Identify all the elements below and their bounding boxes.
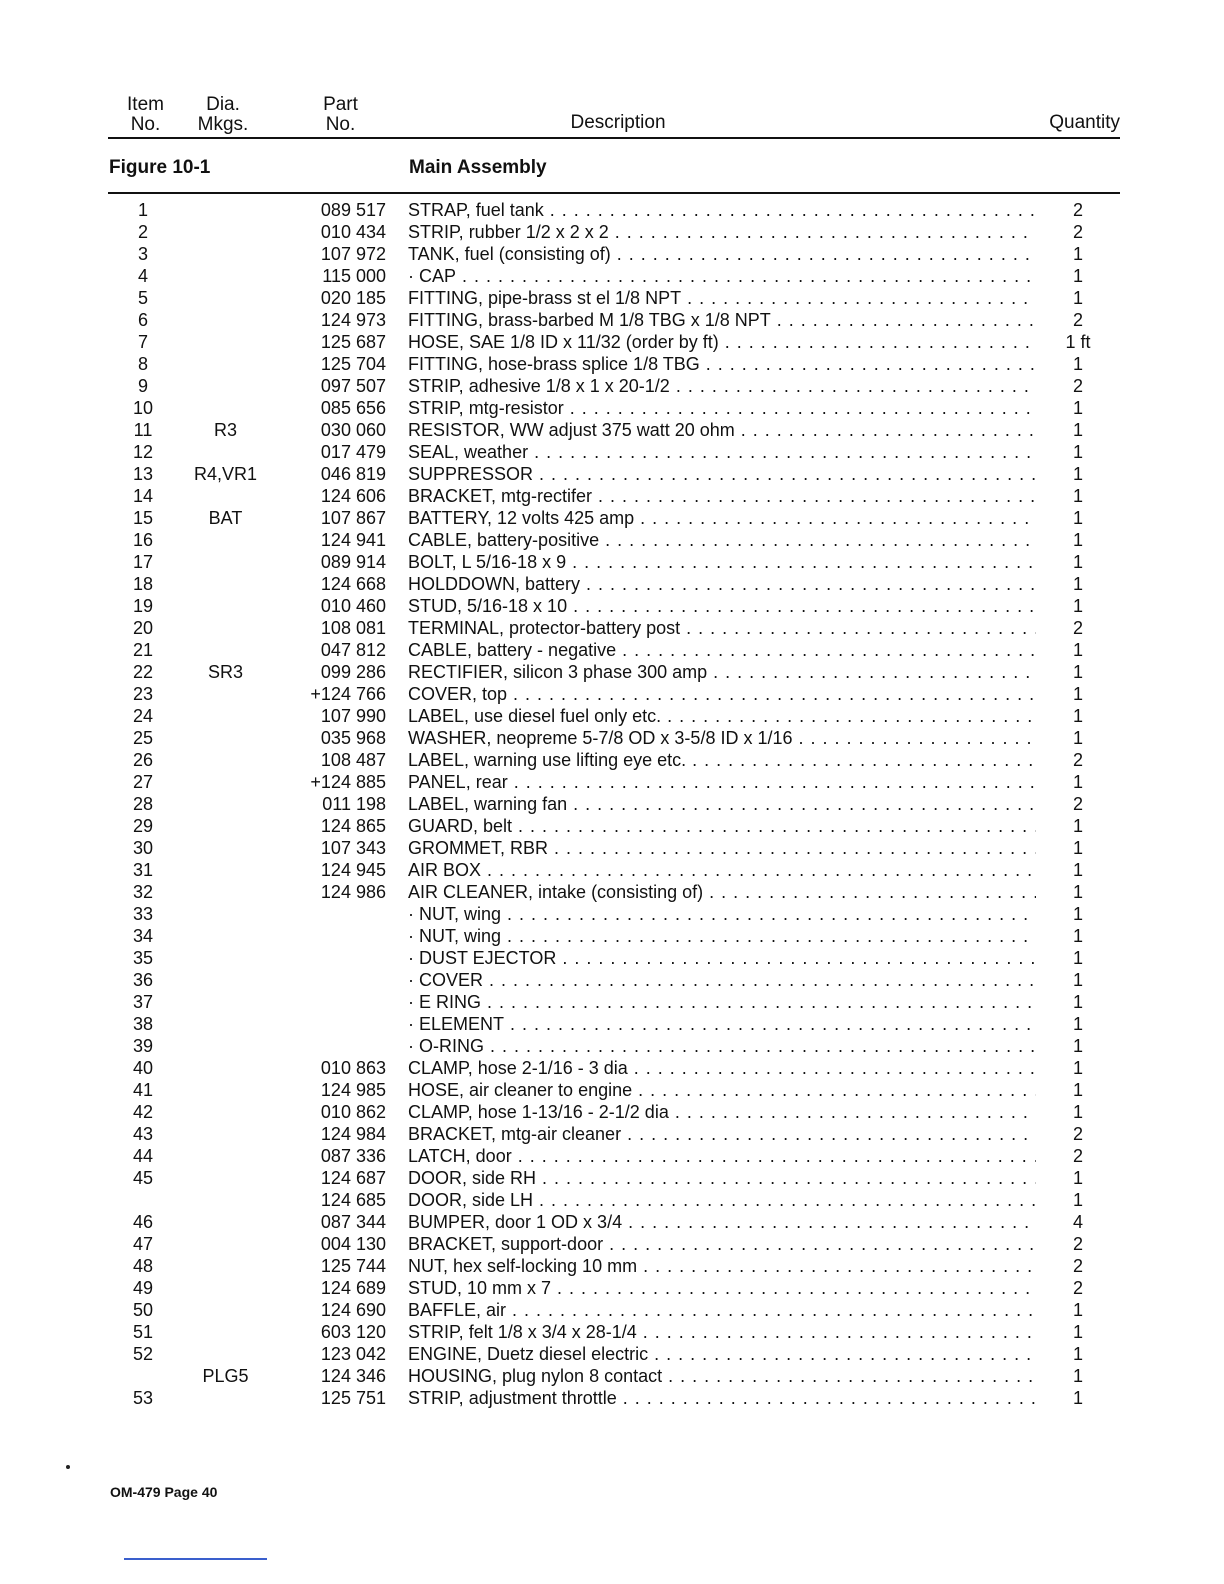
quantity-cell: 4 <box>1072 1212 1083 1232</box>
item-no-cell: 7 <box>137 332 148 352</box>
part-no-cell: 125 751 <box>320 1388 386 1408</box>
description-cell: DOOR, side LH . . . <box>408 1189 1036 1211</box>
table-row <box>108 419 1120 441</box>
parts-table-body <box>108 199 1120 1409</box>
part-no-cell: 047 812 <box>320 640 386 660</box>
part-no-cell: 085 656 <box>320 398 386 418</box>
part-no-cell: 124 984 <box>320 1124 386 1144</box>
description-cell: BAFFLE, air . . . <box>408 1299 1036 1321</box>
quantity-cell: 1 <box>1072 1102 1083 1122</box>
description-cell: TANK, fuel (consisting of) . . . <box>408 243 1036 265</box>
table-row <box>108 507 1120 529</box>
description-cell: STRIP, rubber 1/2 x 2 x 2 . . . <box>408 221 1036 243</box>
table-row <box>108 441 1120 463</box>
table-row <box>108 485 1120 507</box>
item-no-cell: 42 <box>132 1102 154 1122</box>
description-cell: AIR CLEANER, intake (consisting of) . . . <box>408 881 1036 903</box>
header-dia-line2: Mkgs. <box>197 114 249 135</box>
part-no-cell: 125 704 <box>320 354 386 374</box>
table-row <box>108 1079 1120 1101</box>
part-no-cell: 020 185 <box>320 288 386 308</box>
description-cell: FITTING, brass-barbed M 1/8 TBG x 1/8 NPT . . . <box>408 309 1036 331</box>
table-row <box>108 353 1120 375</box>
quantity-cell: 1 <box>1072 442 1083 462</box>
description-cell: · NUT, wing . . . <box>408 925 1036 947</box>
description-cell: STRIP, mtg-resistor . . . <box>408 397 1036 419</box>
item-no-cell: 27 <box>132 772 154 792</box>
table-row <box>108 1013 1120 1035</box>
description-cell: RESISTOR, WW adjust 375 watt 20 ohm . . . <box>408 419 1036 441</box>
description-cell: AIR BOX . . . <box>408 859 1036 881</box>
quantity-cell: 1 <box>1072 728 1083 748</box>
quantity-cell: 1 <box>1072 530 1083 550</box>
quantity-cell: 2 <box>1072 618 1083 638</box>
part-no-cell: 030 060 <box>320 420 386 440</box>
item-no-cell: 45 <box>132 1168 154 1188</box>
table-row <box>108 617 1120 639</box>
part-no-cell: 107 867 <box>320 508 386 528</box>
quantity-cell: 1 <box>1072 1168 1083 1188</box>
table-row <box>108 859 1120 881</box>
quantity-cell: 1 <box>1072 420 1083 440</box>
table-row <box>108 1189 1120 1211</box>
part-no-cell: 108 487 <box>320 750 386 770</box>
part-no-cell: 089 517 <box>320 200 386 220</box>
item-no-cell: 21 <box>132 640 154 660</box>
description-cell: STRAP, fuel tank . . . <box>408 199 1036 221</box>
part-no-cell: 115 000 <box>322 266 386 286</box>
table-row <box>108 749 1120 771</box>
table-row <box>108 221 1120 243</box>
table-row <box>108 1145 1120 1167</box>
quantity-cell: 1 <box>1072 1080 1083 1100</box>
part-no-cell: 107 990 <box>320 706 386 726</box>
item-no-cell: 33 <box>132 904 154 924</box>
item-no-cell: 23 <box>132 684 154 704</box>
quantity-cell: 1 <box>1072 354 1083 374</box>
part-no-cell: 011 198 <box>322 794 386 814</box>
item-no-cell: 5 <box>137 288 148 308</box>
description-cell: · COVER . . . <box>408 969 1036 991</box>
table-row <box>108 1387 1120 1409</box>
item-no-cell: 29 <box>132 816 154 836</box>
description-cell: SEAL, weather . . . <box>408 441 1036 463</box>
item-no-cell: 26 <box>132 750 154 770</box>
quantity-cell: 1 <box>1072 1014 1083 1034</box>
quantity-cell: 1 <box>1072 1344 1083 1364</box>
header-description: Description <box>570 112 666 133</box>
table-row <box>108 375 1120 397</box>
page-footer: OM-479 Page 40 <box>110 1484 218 1500</box>
part-no-cell: 603 120 <box>320 1322 386 1342</box>
description-cell: LABEL, warning fan . . . <box>408 793 1036 815</box>
quantity-cell: 1 <box>1072 552 1083 572</box>
quantity-cell: 1 <box>1072 288 1083 308</box>
table-row <box>108 947 1120 969</box>
part-no-cell: 087 344 <box>320 1212 386 1232</box>
item-no-cell: 10 <box>132 398 154 418</box>
quantity-cell: 2 <box>1072 794 1083 814</box>
table-row <box>108 551 1120 573</box>
item-no-cell: 25 <box>132 728 154 748</box>
part-no-cell: 124 606 <box>320 486 386 506</box>
part-no-cell: 107 972 <box>320 244 386 264</box>
item-no-cell: 19 <box>132 596 154 616</box>
quantity-cell: 1 <box>1072 640 1083 660</box>
margin-dot <box>66 1465 70 1469</box>
quantity-cell: 2 <box>1072 310 1083 330</box>
table-row <box>108 683 1120 705</box>
description-cell: BRACKET, mtg-air cleaner . . . <box>408 1123 1036 1145</box>
table-row <box>108 1343 1120 1365</box>
item-no-cell: 13 <box>132 464 154 484</box>
dia-mkgs-cell: R3 <box>213 420 237 440</box>
part-no-cell: 087 336 <box>320 1146 386 1166</box>
item-no-cell: 17 <box>132 552 154 572</box>
item-no-cell: 3 <box>137 244 148 264</box>
header-rule <box>108 137 1120 139</box>
header-dia-mkgs <box>188 95 258 135</box>
quantity-cell: 1 ft <box>1065 332 1091 352</box>
description-cell: ENGINE, Duetz diesel electric . . . <box>408 1343 1036 1365</box>
header-part-no <box>308 95 373 135</box>
item-no-cell: 40 <box>132 1058 154 1078</box>
description-cell: LATCH, door . . . <box>408 1145 1036 1167</box>
part-no-cell: 004 130 <box>320 1234 386 1254</box>
description-cell: STUD, 10 mm x 7 . . . <box>408 1277 1036 1299</box>
header-item-line1: Item <box>127 94 164 115</box>
table-row <box>108 287 1120 309</box>
quantity-cell: 1 <box>1072 970 1083 990</box>
item-no-cell: 32 <box>132 882 154 902</box>
item-no-cell: 37 <box>132 992 154 1012</box>
description-cell: HOUSING, plug nylon 8 contact . . . <box>408 1365 1036 1387</box>
quantity-cell: 1 <box>1072 706 1083 726</box>
table-row <box>108 1233 1120 1255</box>
table-row <box>108 815 1120 837</box>
description-cell: HOSE, air cleaner to engine . . . <box>408 1079 1036 1101</box>
quantity-cell: 1 <box>1072 1388 1083 1408</box>
item-no-cell: 53 <box>132 1388 154 1408</box>
quantity-cell: 2 <box>1072 222 1083 242</box>
description-cell: LABEL, use diesel fuel only etc. . . . <box>408 705 1036 727</box>
description-cell: NUT, hex self-locking 10 mm . . . <box>408 1255 1036 1277</box>
figure-label: Figure 10-1 <box>109 157 211 178</box>
quantity-cell: 2 <box>1072 750 1083 770</box>
part-no-cell: 124 865 <box>320 816 386 836</box>
part-no-cell: 123 042 <box>320 1344 386 1364</box>
description-cell: CLAMP, hose 1-13/16 - 2-1/2 dia . . . <box>408 1101 1036 1123</box>
description-cell: HOSE, SAE 1/8 ID x 11/32 (order by ft) . . . <box>408 331 1036 353</box>
part-no-cell: 107 343 <box>320 838 386 858</box>
quantity-cell: 1 <box>1072 684 1083 704</box>
item-no-cell: 24 <box>132 706 154 726</box>
item-no-cell: 44 <box>132 1146 154 1166</box>
item-no-cell: 50 <box>132 1300 154 1320</box>
part-no-cell: 010 863 <box>320 1058 386 1078</box>
quantity-cell: 2 <box>1072 376 1083 396</box>
quantity-cell: 1 <box>1072 596 1083 616</box>
table-row <box>108 925 1120 947</box>
quantity-cell: 1 <box>1072 860 1083 880</box>
description-cell: BRACKET, support-door . . . <box>408 1233 1036 1255</box>
table-row <box>108 529 1120 551</box>
part-no-cell: 124 689 <box>320 1278 386 1298</box>
item-no-cell: 48 <box>132 1256 154 1276</box>
header-dia-line1: Dia. <box>206 94 240 115</box>
description-cell: BRACKET, mtg-rectifer . . . <box>408 485 1036 507</box>
description-cell: LABEL, warning use lifting eye etc. . . . <box>408 749 1036 771</box>
quantity-cell: 1 <box>1072 1322 1083 1342</box>
header-quantity: Quantity <box>1049 112 1120 133</box>
quantity-cell: 1 <box>1072 904 1083 924</box>
quantity-cell: 1 <box>1072 244 1083 264</box>
header-part-line1: Part <box>323 94 358 115</box>
part-no-cell: 124 685 <box>320 1190 386 1210</box>
part-no-cell: 010 862 <box>320 1102 386 1122</box>
header-part-line2: No. <box>325 114 356 135</box>
part-no-cell: 124 941 <box>320 530 386 550</box>
table-row <box>108 1321 1120 1343</box>
item-no-cell: 36 <box>132 970 154 990</box>
item-no-cell: 11 <box>133 420 153 440</box>
table-row <box>108 331 1120 353</box>
table-row <box>108 793 1120 815</box>
part-no-cell: +124 766 <box>310 684 386 704</box>
header-item-no <box>118 95 173 135</box>
table-row <box>108 1365 1120 1387</box>
quantity-cell: 1 <box>1072 882 1083 902</box>
quantity-cell: 1 <box>1072 1366 1083 1386</box>
part-no-cell: 099 286 <box>320 662 386 682</box>
table-row <box>108 1299 1120 1321</box>
item-no-cell: 49 <box>132 1278 154 1298</box>
description-cell: RECTIFIER, silicon 3 phase 300 amp . . . <box>408 661 1036 683</box>
item-no-cell: 9 <box>137 376 148 396</box>
quantity-cell: 1 <box>1072 772 1083 792</box>
part-no-cell: 089 914 <box>320 552 386 572</box>
part-no-cell: 124 985 <box>320 1080 386 1100</box>
part-no-cell: +124 885 <box>310 772 386 792</box>
part-no-cell: 124 945 <box>320 860 386 880</box>
table-row <box>108 639 1120 661</box>
item-no-cell: 30 <box>132 838 154 858</box>
part-no-cell: 124 346 <box>320 1366 386 1386</box>
quantity-cell: 2 <box>1072 1124 1083 1144</box>
item-no-cell: 43 <box>132 1124 154 1144</box>
part-no-cell: 124 690 <box>320 1300 386 1320</box>
description-cell: HOLDDOWN, battery . . . <box>408 573 1036 595</box>
table-row <box>108 265 1120 287</box>
table-row <box>108 595 1120 617</box>
item-no-cell: 12 <box>132 442 154 462</box>
part-no-cell: 124 668 <box>320 574 386 594</box>
quantity-cell: 1 <box>1072 464 1083 484</box>
description-cell: WASHER, neopreme 5-7/8 OD x 3-5/8 ID x 1/16 . . . <box>408 727 1036 749</box>
table-row <box>108 573 1120 595</box>
description-cell: CLAMP, hose 2-1/16 - 3 dia . . . <box>408 1057 1036 1079</box>
description-cell: STRIP, felt 1/8 x 3/4 x 28-1/4 . . . <box>408 1321 1036 1343</box>
description-cell: TERMINAL, protector-battery post . . . <box>408 617 1036 639</box>
item-no-cell: 39 <box>132 1036 154 1056</box>
item-no-cell: 15 <box>132 508 154 528</box>
description-cell: GUARD, belt . . . <box>408 815 1036 837</box>
quantity-cell: 1 <box>1072 926 1083 946</box>
description-cell: STUD, 5/16-18 x 10 . . . <box>408 595 1036 617</box>
item-no-cell: 4 <box>137 266 148 286</box>
table-row <box>108 705 1120 727</box>
part-no-cell: 108 081 <box>320 618 386 638</box>
part-no-cell: 124 973 <box>320 310 386 330</box>
description-cell: · E RING . . . <box>408 991 1036 1013</box>
section-rule <box>108 192 1120 194</box>
quantity-cell: 1 <box>1072 1036 1083 1056</box>
table-row <box>108 837 1120 859</box>
table-row <box>108 397 1120 419</box>
quantity-cell: 1 <box>1072 838 1083 858</box>
item-no-cell: 22 <box>132 662 154 682</box>
quantity-cell: 1 <box>1072 1058 1083 1078</box>
table-row <box>108 661 1120 683</box>
description-cell: BATTERY, 12 volts 425 amp . . . <box>408 507 1036 529</box>
table-row <box>108 199 1120 221</box>
part-no-cell: 124 986 <box>320 882 386 902</box>
item-no-cell: 20 <box>132 618 154 638</box>
description-cell: CABLE, battery - negative . . . <box>408 639 1036 661</box>
part-no-cell: 010 460 <box>320 596 386 616</box>
quantity-cell: 2 <box>1072 1146 1083 1166</box>
item-no-cell: 34 <box>132 926 154 946</box>
item-no-cell: 41 <box>132 1080 154 1100</box>
item-no-cell: 35 <box>132 948 154 968</box>
quantity-cell: 1 <box>1072 398 1083 418</box>
quantity-cell: 1 <box>1072 992 1083 1012</box>
description-cell: FITTING, pipe-brass st el 1/8 NPT . . . <box>408 287 1036 309</box>
item-no-cell: 46 <box>132 1212 154 1232</box>
part-no-cell: 097 507 <box>320 376 386 396</box>
table-row <box>108 1035 1120 1057</box>
quantity-cell: 1 <box>1072 574 1083 594</box>
quantity-cell: 1 <box>1072 816 1083 836</box>
table-row <box>108 903 1120 925</box>
item-no-cell: 2 <box>137 222 148 242</box>
table-row <box>108 771 1120 793</box>
quantity-cell: 1 <box>1072 948 1083 968</box>
item-no-cell: 8 <box>137 354 148 374</box>
quantity-cell: 2 <box>1072 1256 1083 1276</box>
table-row <box>108 1101 1120 1123</box>
description-cell: · ELEMENT . . . <box>408 1013 1036 1035</box>
table-header <box>108 95 1120 137</box>
quantity-cell: 2 <box>1072 1278 1083 1298</box>
dia-mkgs-cell: PLG5 <box>202 1366 249 1386</box>
quantity-cell: 1 <box>1072 486 1083 506</box>
part-no-cell: 010 434 <box>320 222 386 242</box>
quantity-cell: 1 <box>1072 1190 1083 1210</box>
item-no-cell: 18 <box>132 574 154 594</box>
item-no-cell: 38 <box>132 1014 154 1034</box>
description-cell: FITTING, hose-brass splice 1/8 TBG . . . <box>408 353 1036 375</box>
table-row <box>108 1211 1120 1233</box>
item-no-cell: 1 <box>137 200 148 220</box>
table-row <box>108 243 1120 265</box>
header-item-line2: No. <box>130 114 161 135</box>
item-no-cell: 52 <box>132 1344 154 1364</box>
table-row <box>108 1167 1120 1189</box>
description-cell: STRIP, adjustment throttle . . . <box>408 1387 1036 1409</box>
table-row <box>108 881 1120 903</box>
description-cell: BUMPER, door 1 OD x 3/4 . . . <box>408 1211 1036 1233</box>
dia-mkgs-cell: BAT <box>208 508 243 528</box>
part-no-cell: 046 819 <box>320 464 386 484</box>
part-no-cell: 017 479 <box>320 442 386 462</box>
part-no-cell: 124 687 <box>320 1168 386 1188</box>
part-no-cell: 125 687 <box>320 332 386 352</box>
item-no-cell: 47 <box>132 1234 154 1254</box>
quantity-cell: 1 <box>1072 1300 1083 1320</box>
table-row <box>108 1277 1120 1299</box>
bottom-edge-line <box>124 1558 267 1560</box>
table-row <box>108 1057 1120 1079</box>
dia-mkgs-cell: SR3 <box>207 662 243 682</box>
description-cell: · CAP . . . <box>408 265 1036 287</box>
dia-mkgs-cell: R4,VR1 <box>193 464 258 484</box>
item-no-cell: 16 <box>132 530 154 550</box>
quantity-cell: 2 <box>1072 1234 1083 1254</box>
description-cell: SUPPRESSOR . . . <box>408 463 1036 485</box>
table-row <box>108 969 1120 991</box>
quantity-cell: 1 <box>1072 266 1083 286</box>
description-cell: STRIP, adhesive 1/8 x 1 x 20-1/2 . . . <box>408 375 1036 397</box>
item-no-cell: 51 <box>132 1322 154 1342</box>
table-row <box>108 463 1120 485</box>
item-no-cell: 31 <box>132 860 154 880</box>
description-cell: PANEL, rear . . . <box>408 771 1036 793</box>
table-row <box>108 1123 1120 1145</box>
table-row <box>108 309 1120 331</box>
item-no-cell: 14 <box>132 486 154 506</box>
item-no-cell: 28 <box>132 794 154 814</box>
description-cell: · DUST EJECTOR . . . <box>408 947 1036 969</box>
quantity-cell: 1 <box>1072 662 1083 682</box>
description-cell: CABLE, battery-positive . . . <box>408 529 1036 551</box>
description-cell: · O-RING . . . <box>408 1035 1036 1057</box>
description-cell: COVER, top . . . <box>408 683 1036 705</box>
item-no-cell: 6 <box>137 310 148 330</box>
assembly-title: Main Assembly <box>409 157 547 178</box>
description-cell: · NUT, wing . . . <box>408 903 1036 925</box>
table-row <box>108 991 1120 1013</box>
description-cell: BOLT, L 5/16-18 x 9 . . . <box>408 551 1036 573</box>
part-no-cell: 125 744 <box>320 1256 386 1276</box>
part-no-cell: 035 968 <box>320 728 386 748</box>
table-row <box>108 727 1120 749</box>
description-cell: GROMMET, RBR . . . <box>408 837 1036 859</box>
description-cell: DOOR, side RH . . . <box>408 1167 1036 1189</box>
table-row <box>108 1255 1120 1277</box>
quantity-cell: 2 <box>1072 200 1083 220</box>
quantity-cell: 1 <box>1072 508 1083 528</box>
